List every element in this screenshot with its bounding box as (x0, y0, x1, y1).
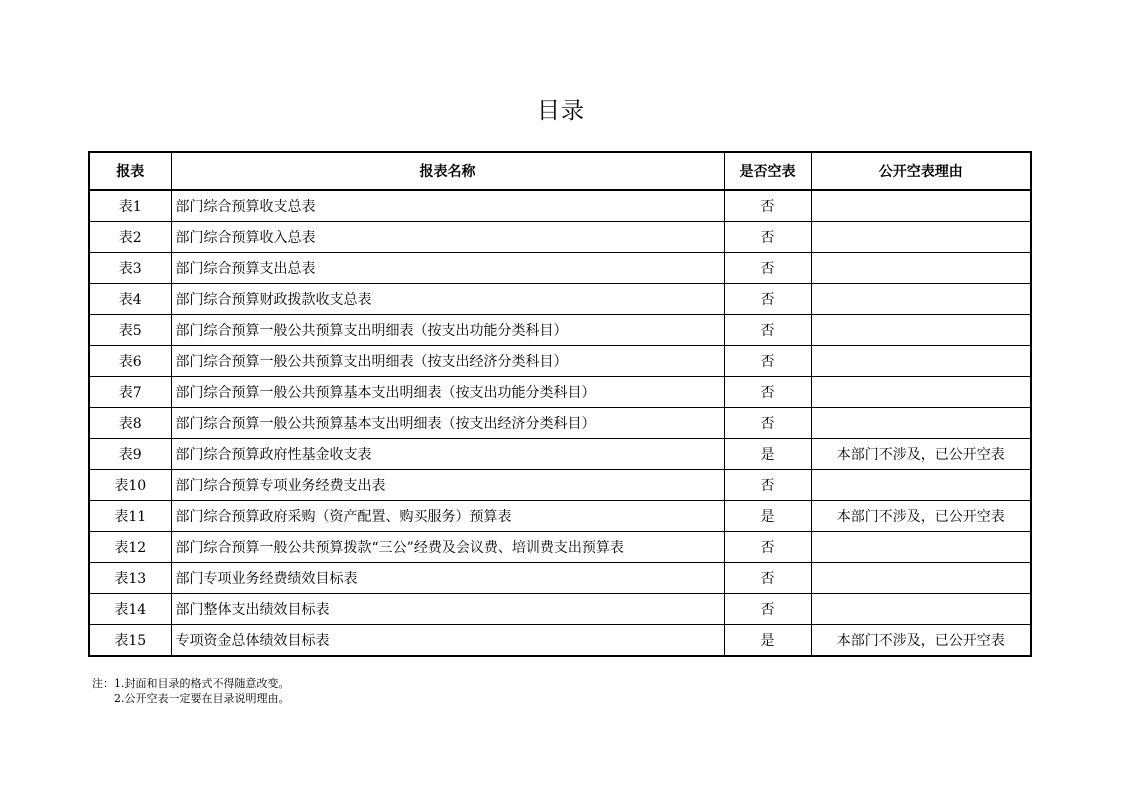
cell-code: 表15 (89, 625, 171, 657)
cell-reason (811, 346, 1031, 377)
cell-reason (811, 377, 1031, 408)
cell-is-empty: 否 (724, 253, 811, 284)
cell-name: 部门综合预算政府性基金收支表 (171, 439, 724, 470)
cell-is-empty: 否 (724, 532, 811, 563)
note-line-1: 注：1.封面和目录的格式不得随意改变。 (92, 677, 290, 690)
header-is-empty: 是否空表 (724, 152, 811, 190)
cell-name: 部门综合预算一般公共预算拨款“三公”经费及会议费、培训费支出预算表 (171, 532, 724, 563)
table-body (89, 190, 1031, 656)
catalog-table (88, 151, 1032, 657)
table-row (89, 625, 1031, 657)
cell-code: 表13 (89, 563, 171, 594)
table-header-row (89, 152, 1031, 190)
footnotes (92, 676, 290, 706)
cell-reason: 本部门不涉及，已公开空表 (811, 625, 1031, 657)
cell-name: 部门综合预算收支总表 (171, 190, 724, 222)
cell-is-empty: 是 (724, 439, 811, 470)
cell-is-empty: 否 (724, 470, 811, 501)
header-reason: 公开空表理由 (811, 152, 1031, 190)
table-row (89, 222, 1031, 253)
table-row (89, 532, 1031, 563)
cell-code: 表11 (89, 501, 171, 532)
cell-is-empty: 否 (724, 408, 811, 439)
table-row (89, 253, 1031, 284)
note-line-2: 2.公开空表一定要在目录说明理由。 (114, 692, 290, 705)
cell-name: 部门综合预算财政拨款收支总表 (171, 284, 724, 315)
table-row (89, 377, 1031, 408)
table-row (89, 315, 1031, 346)
cell-reason (811, 470, 1031, 501)
cell-name: 专项资金总体绩效目标表 (171, 625, 724, 657)
cell-is-empty: 是 (724, 501, 811, 532)
cell-code: 表4 (89, 284, 171, 315)
cell-code: 表9 (89, 439, 171, 470)
page-title: 目录 (537, 98, 585, 124)
cell-reason (811, 563, 1031, 594)
table-row (89, 563, 1031, 594)
header-name: 报表名称 (171, 152, 724, 190)
cell-is-empty: 否 (724, 284, 811, 315)
cell-reason (811, 284, 1031, 315)
cell-code: 表6 (89, 346, 171, 377)
cell-is-empty: 否 (724, 190, 811, 222)
header-code: 报表 (89, 152, 171, 190)
cell-code: 表3 (89, 253, 171, 284)
cell-is-empty: 是 (724, 625, 811, 657)
cell-reason (811, 315, 1031, 346)
table-row (89, 408, 1031, 439)
cell-reason (811, 532, 1031, 563)
cell-name: 部门专项业务经费绩效目标表 (171, 563, 724, 594)
table-row (89, 439, 1031, 470)
cell-name: 部门综合预算一般公共预算基本支出明细表（按支出功能分类科目） (171, 377, 724, 408)
cell-name: 部门综合预算一般公共预算支出明细表（按支出经济分类科目） (171, 346, 724, 377)
cell-is-empty: 否 (724, 594, 811, 625)
cell-reason (811, 594, 1031, 625)
cell-reason (811, 253, 1031, 284)
cell-is-empty: 否 (724, 222, 811, 253)
cell-code: 表1 (89, 190, 171, 222)
cell-is-empty: 否 (724, 315, 811, 346)
cell-code: 表8 (89, 408, 171, 439)
cell-code: 表2 (89, 222, 171, 253)
cell-code: 表5 (89, 315, 171, 346)
cell-name: 部门综合预算收入总表 (171, 222, 724, 253)
cell-code: 表14 (89, 594, 171, 625)
cell-reason (811, 222, 1031, 253)
cell-is-empty: 否 (724, 563, 811, 594)
cell-name: 部门综合预算政府采购（资产配置、购买服务）预算表 (171, 501, 724, 532)
cell-code: 表10 (89, 470, 171, 501)
table-row (89, 190, 1031, 222)
cell-name: 部门综合预算支出总表 (171, 253, 724, 284)
cell-reason: 本部门不涉及，已公开空表 (811, 501, 1031, 532)
cell-reason: 本部门不涉及，已公开空表 (811, 439, 1031, 470)
table-row (89, 284, 1031, 315)
table-row (89, 346, 1031, 377)
cell-reason (811, 408, 1031, 439)
cell-is-empty: 否 (724, 346, 811, 377)
table-row (89, 594, 1031, 625)
cell-is-empty: 否 (724, 377, 811, 408)
cell-code: 表7 (89, 377, 171, 408)
cell-name: 部门整体支出绩效目标表 (171, 594, 724, 625)
table-row (89, 501, 1031, 532)
table-row (89, 470, 1031, 501)
cell-reason (811, 190, 1031, 222)
cell-name: 部门综合预算专项业务经费支出表 (171, 470, 724, 501)
cell-code: 表12 (89, 532, 171, 563)
cell-name: 部门综合预算一般公共预算基本支出明细表（按支出经济分类科目） (171, 408, 724, 439)
cell-name: 部门综合预算一般公共预算支出明细表（按支出功能分类科目） (171, 315, 724, 346)
